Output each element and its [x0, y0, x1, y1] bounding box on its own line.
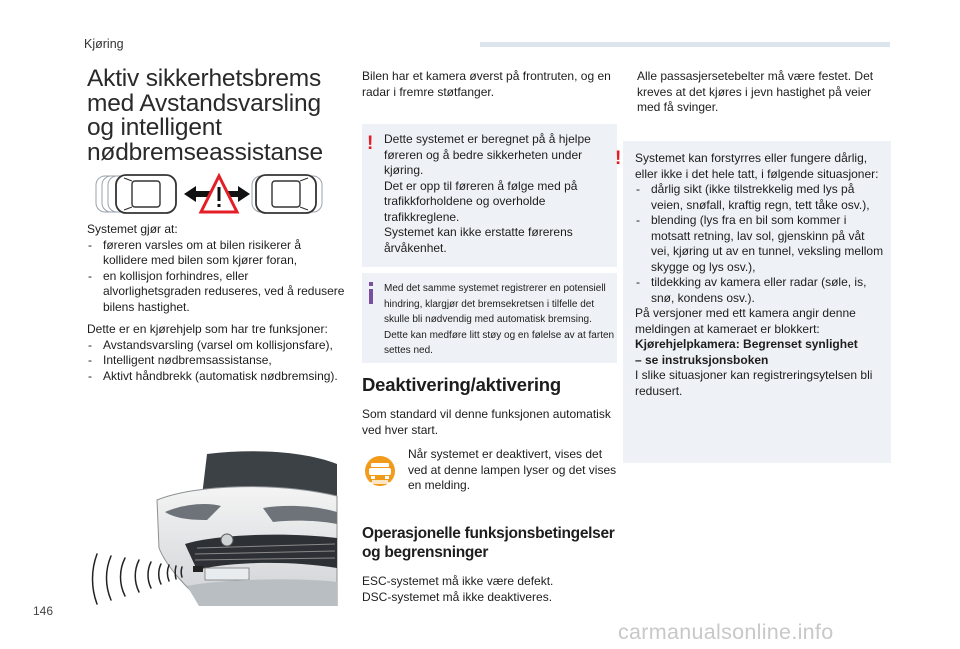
- info-text: Med det samme systemet registrerer en potensiell hindring, klargjør det bremsekretsen i tilfelle det skulle bli nødvendig med automatisk bremsing. Dette kan medføre litt støy og en følelse av at farten settes ned.: [384, 283, 615, 356]
- list-item: - Avstandsvarsling (varsel om kollisjonsfare),: [87, 338, 347, 354]
- warning-box: [615, 141, 891, 463]
- collision-warning-diagram: [92, 172, 338, 216]
- section-label: Kjøring: [84, 37, 124, 51]
- conditions-text: [362, 574, 622, 605]
- title-line: Aktiv sikkerhetsbrems: [87, 65, 322, 92]
- paragraph: Systemet gjør at:: [87, 222, 178, 236]
- exclamation-icon: !: [615, 148, 622, 169]
- paragraph: ESC-systemet må ikke være defekt.: [362, 574, 554, 588]
- seatbelt-text: Alle passasjersetebelter må være festet. Det kreves at det kjøres i jevn hastighet på veier med få svinger.: [637, 69, 874, 114]
- paragraph: Systemet kan ikke erstatte førerens årvåkenhet.: [384, 225, 573, 255]
- paragraph: På versjoner med ett kamera angir denne meldingen at kameraet er blokkert:: [635, 306, 856, 336]
- page-title: [87, 67, 337, 165]
- functions-list: [87, 322, 347, 384]
- list-item: - Aktivt håndbrekk (automatisk nødbremsing).: [87, 369, 347, 385]
- system-intro: [87, 222, 347, 315]
- list-item: - Intelligent nødbremsassistanse,: [87, 353, 347, 369]
- bold-message: Kjørehjelpkamera: Begrenset synlighet: [635, 337, 858, 351]
- car-top-view-icon: [256, 175, 316, 213]
- paragraph: I slike situasjoner kan registreringsytelsen bli redusert.: [635, 368, 873, 398]
- info-box: [362, 273, 617, 363]
- paragraph: Dette er en kjørehjelp som har tre funksjoner:: [87, 322, 328, 336]
- warning-box: [362, 124, 617, 267]
- conditions-heading: [362, 524, 615, 562]
- collision-system-off-icon: [364, 455, 396, 487]
- heading-line: og begrensninger: [362, 544, 489, 561]
- paragraph: Dette systemet er beregnet på å hjelpe føreren og å bedre sikkerheten under kjøring.: [384, 132, 591, 177]
- list-item: - blending (lys fra en bil som kommer i motsatt retning, lav sol, gjenskinn på våt vei, kjøring ut av en tunnel, veksling mellom skygge og lys osv.),: [635, 213, 885, 275]
- list-item: - dårlig sikt (ikke tilstrekkelig med lys på veien, snøfall, kraftig regn, tett tåke osv.),: [635, 182, 885, 213]
- list-item: - en kollisjon forhindres, eller alvorlighetsgraden reduseres, ved å redusere bilens hastighet.: [87, 269, 347, 316]
- deactivation-heading: Deaktivering/aktivering: [362, 374, 561, 395]
- title-line: med Avstandsvarsling: [87, 89, 321, 117]
- paragraph: Det er opp til føreren å følge med på trafikkforholdene og overholde trafikkreglene.: [384, 178, 578, 224]
- paragraph: DSC-systemet må ikke deaktiveres.: [362, 589, 553, 604]
- bold-message: – se instruksjonsboken: [635, 352, 769, 367]
- page-number: 146: [33, 604, 54, 618]
- info-icon: [368, 282, 374, 304]
- car-top-view-icon: [116, 175, 176, 213]
- title-line: og intelligent: [87, 114, 222, 141]
- list-item: - tildekking av kamera eller radar (søle, is, snø, kondens osv.).: [635, 275, 885, 306]
- title-line: nødbremseassistanse: [87, 138, 323, 166]
- paragraph: Som standard vil denne funksjonen automatisk ved hver start.: [362, 407, 611, 437]
- car-front-illustration: [87, 448, 339, 606]
- exclamation-icon: !: [367, 133, 374, 154]
- list-item: - føreren varsles om at bilen risikerer å kollidere med bilen som kjører foran,: [87, 238, 347, 269]
- lamp-description: Når systemet er deaktivert, vises det ved at denne lampen lyser og det vises en melding.: [408, 447, 617, 492]
- camera-radar-text: Bilen har et kamera øverst på frontruten, og en radar i fremre støtfanger.: [362, 69, 611, 99]
- watermark: carmanualsonline.info: [618, 620, 834, 644]
- heading-line: Operasjonelle funksjonsbetingelser: [362, 525, 615, 542]
- header-bar: [480, 42, 890, 47]
- paragraph: Systemet kan forstyrres eller fungere dårlig, eller ikke i det hele tatt, i følgende situasjoner:: [635, 151, 879, 181]
